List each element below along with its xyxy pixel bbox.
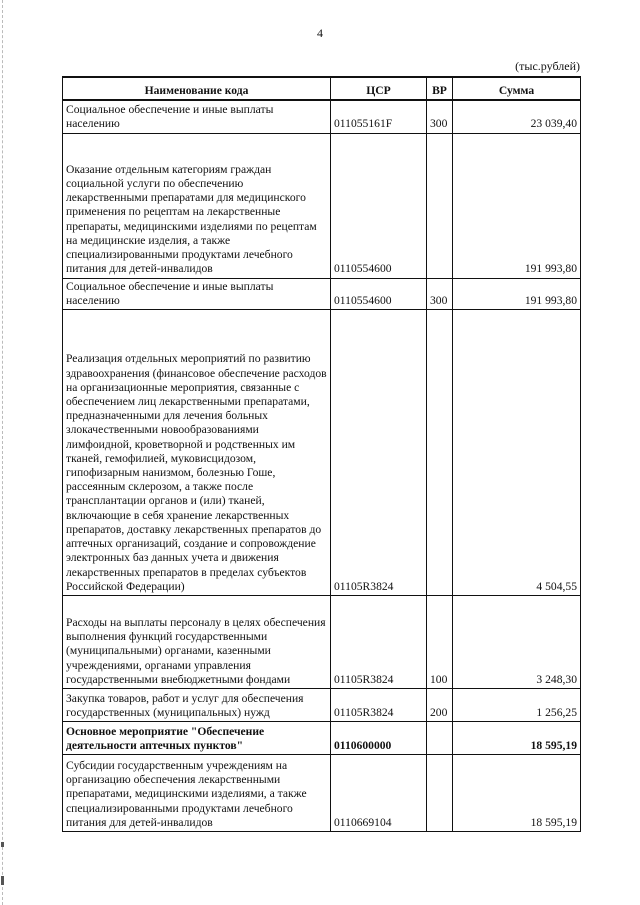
table-row [63, 133, 581, 278]
row-name: Расходы на выплаты персоналу в целях обеспечения выполнения функций государственными (муниципальными) органами, казенными учреждениями, органами управления государственными внебюджетными фондами [63, 595, 331, 688]
row-vr: 300 [427, 100, 453, 133]
row-sum: 18 595,19 [453, 721, 581, 754]
row-vr [427, 721, 453, 754]
row-sum: 18 595,19 [453, 754, 581, 831]
row-name: Субсидии государственным учреждениям на организацию обеспечения лекарственными препаратами, медицинскими изделиями, а также специализированными продуктами лечебного питания для детей-инвалидов [63, 754, 331, 831]
scan-mark [1, 842, 4, 847]
table-row [63, 754, 581, 831]
row-csr: 0110669104 [331, 754, 427, 831]
row-sum: 1 256,25 [453, 688, 581, 721]
row-name: Реализация отдельных мероприятий по развитию здравоохранения (финансовое обеспечение расходов на организационные мероприятия, связанные с обеспечением лиц лекарственными препаратами, предназначенными для лечения больных злокачественными новообразованиями лимфоидной, кроветворной и родственных им тканей, гемофилией, муковисцидозом, гипофизарным нанизмом, болезнью Гоше, рассеянным склерозом, а также после трансплантации органов и (или) тканей, включающие в себя хранение лекарственных препаратов, доставку лекарственных препаратов до аптечных организаций, создание и сопровождение электронных баз данных учета и движения лекарственных препаратов в пределах субъектов Российской Федерации) [63, 309, 331, 595]
table-row [63, 100, 581, 133]
table-row [63, 309, 581, 595]
row-csr: 01105R3824 [331, 309, 427, 595]
row-vr: 300 [427, 278, 453, 309]
header-sum: Сумма [453, 77, 581, 100]
row-name: Закупка товаров, работ и услуг для обеспечения государственных (муниципальных) нужд [63, 688, 331, 721]
row-csr: 0110554600 [331, 133, 427, 278]
row-csr: 01105R3824 [331, 595, 427, 688]
row-sum: 3 248,30 [453, 595, 581, 688]
row-name: Основное мероприятие "Обеспечение деятельности аптечных пунктов" [63, 721, 331, 754]
page-number: 4 [317, 26, 323, 40]
row-sum: 4 504,55 [453, 309, 581, 595]
row-vr: 200 [427, 688, 453, 721]
header-csr: ЦСР [331, 77, 427, 100]
table-row [63, 595, 581, 688]
row-sum: 191 993,80 [453, 278, 581, 309]
row-name: Оказание отдельным категориям граждан социальной услуги по обеспечению лекарственными препаратами для медицинского применения по рецептам на лекарственные препараты, медицинскими изделиями по рецептам на медицинские изделия, а также специализированными продуктами лечебного питания для детей-инвалидов [63, 133, 331, 278]
row-name: Социальное обеспечение и иные выплаты населению [63, 100, 331, 133]
row-csr: 011055161F [331, 100, 427, 133]
units-label: (тыс.рублей) [515, 59, 580, 73]
table-row [63, 278, 581, 309]
row-csr: 0110600000 [331, 721, 427, 754]
header-name: Наименование кода [63, 77, 331, 100]
row-sum: 23 039,40 [453, 100, 581, 133]
row-csr: 0110554600 [331, 278, 427, 309]
row-name: Социальное обеспечение и иные выплаты населению [63, 278, 331, 309]
scan-mark [1, 876, 4, 885]
budget-table [62, 76, 581, 832]
row-sum: 191 993,80 [453, 133, 581, 278]
table-row [63, 688, 581, 721]
row-csr: 01105R3824 [331, 688, 427, 721]
table-row [63, 721, 581, 754]
header-vr: ВР [427, 77, 453, 100]
row-vr [427, 754, 453, 831]
table-header-row [63, 77, 581, 100]
row-vr [427, 309, 453, 595]
row-vr [427, 133, 453, 278]
row-vr: 100 [427, 595, 453, 688]
scan-left-edge [2, 0, 3, 905]
